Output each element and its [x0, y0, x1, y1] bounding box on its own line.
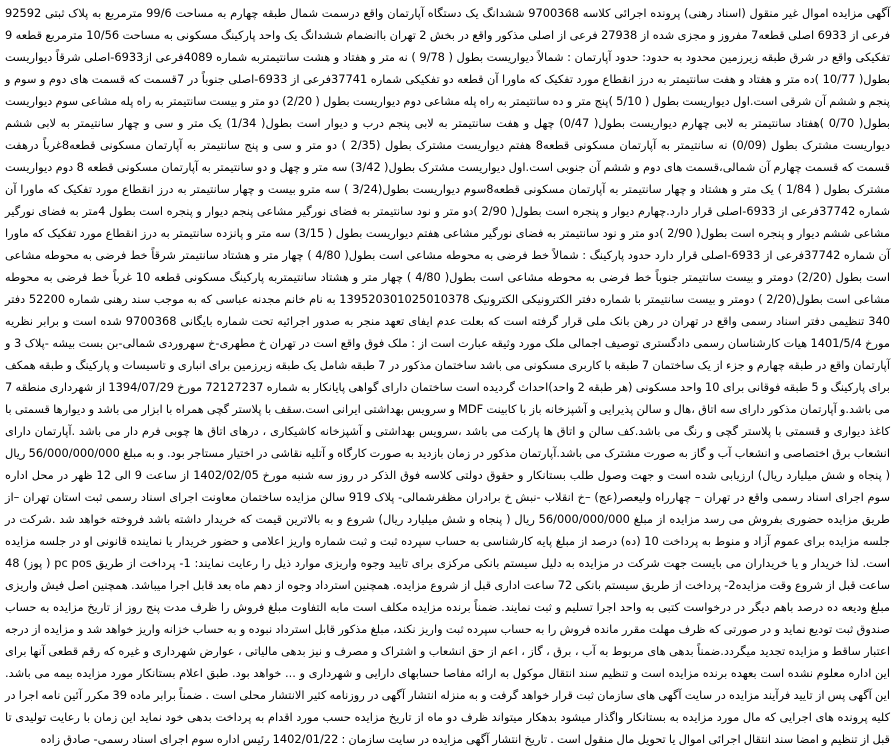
- auction-notice-text: آگهی مزایده اموال غیر منقول (اسناد رهنی) پرونده اجرائی کلاسه 9700368 ششدانگ یک دستگاه آپارتمان واقع درسمت شمال طبقه چهارم به مساحت 99/6 مترمربع به پلاک ثبتی 92592 فرعی از 6933 اصلی قطعه7 مفروز و مجزی شده از 27938 فرعی از اصلی مذکور واقع در بخش 2 تهران باانضمام ششدانگ یک واحد پارکینگ مسکونی به مساحت 10/56 مترمربع قطعه 9 تفکیکی واقع در شرق طبقه زیرزمین محدود به حدود: حدود آپارتمان : شمالاً دیواریست بطول ( 9/78 ) نه متر و هفتاد و هشت سانتیمتربه شماره 4089فرعی از6933-اصلی شرقاً دیواریست بطول( 10/77 )ده متر و هفتاد و هفت سانتیمتر به درز انقطاع مورد تفکیک که ماورا آن قطعه دو تفکیکی شماره 37741فرعی از 6933-اصلی جنوباً در 7قسمت که قسمت های دوم و سوم و پنجم و ششم آن شرقی است.اول دیواریست بطول ( 5/10 )پنج متر و ده سانتیمتر به راه پله مشاعی دوم دیواریست بطول ( 2/20) دو متر و بیست سانتیمتر به راه پله مشاعی سوم دیواریست بطول( 0/70 )هفتاد سانتیمتر به لابی چهارم دیواریست بطول( 0/47) چهل و هفت سانتیمتر به لابی پنجم درب و دیوار است بطول( 1/34) یک متر و سی و چهار سانتیمتر به لابی ششم دیواریست مشترک بطول (0/09) نه سانتیمتر به آپارتمان مسکونی قطعه8 هفتم دیواریست مشترک بطول (2/35 ) دو متر و سی و پنج سانتیمتر به آپارتمان مسکونی قطعه8غرباً درهفت قسمت که قسمت چهارم آن شمالی،قسمت های دوم و ششم آن جنوبی است.اول دیواریست مشترک بطول( 3/42) سه متر و چهل و دو سانتیمتر به آپارتمان مسکونی قطعه 8 دوم دیواریست مشترک بطول ( 1/84 ) یک متر و هشتاد و چهار سانتیمتر به آپارتمان مسکونی قطعه8سوم دیواریست بطول(3/24 ) سه مترو بیست و چهار سانتیمتر به درز انقطاع مورد تفکیک که ماورا آن شماره 37742فرعی از 6933-اصلی قرار دارد.چهارم دیوار و پنجره است بطول( 2/90 )دو متر و نود سانتیمتر به فضای نورگیر مشاعی پنجم دیوار و پنجره است بطول 4متر به فضای نورگیر مشاعی ششم دیوار و پنجره است بطول( 2/90 )دو متر و نود سانتیمتر به فضای نورگیر مشاعی هفتم دیواریست بطول ( 3/15) سه متر و پانزده سانتیمتر به درز انقطاع مورد تفکیک که ماورا آن شماره 37742فرعی از 6933-اصلی قرار دارد حدود پارکینگ : شمالاً خط فرضی به محوطه مشاعی است بطول( 4/80 ) چهار متر و هشتاد سانتیمتر شرقاً خط فرضی به محوطه مشاعی است بطول (2/20) دومتر و بیست سانتیمتر جنوباً خط فرضی به محوطه مشاعی است بطول( 4/80 ) چهار متر و هشتاد سانتیمتربه پارکینگ مسکونی قطعه 10 غرباً خط فرضی به محوطه مشاعی است بطول(2/20 ) دومتر و بیست سانتیمتر با شماره دفتر الکترونیکی الکترونیک 139520301025010378 به نام خانم مجدنه عباسی که به موجب سند رهنی شماره 52200 دفتر 340 تنظیمی دفتر اسناد رسمی واقع در تهران در رهن بانک ملی قرار گرفته است که بعلت عدم ایفای تعهد منجر به صدور اجرائیه تحت شماره بایگانی 9700368 شده است و برابر نظریه مورخ 1401/5/4 هیات کارشناسان رسمی دادگستری توصیف اجمالی ملک مورد وثیقه عبارت است از : ملک فوق واقع است در تهران خ مطهری-خ سهروردی شمالی-بن بست بیشه -پلاک 3 و آپارتمان واقع در طبقه چهارم و جزء از یک ساختمان 7 طبقه با کاربری مسکونی می باشد ساختمان مذکور در 7 طبقه شامل یک طبقه زیرزمین برای انباری و تاسیسات و پارکینگ و طبقه همکف برای پارکینگ و 5 طبقه فوقانی برای 10 واحد مسکونی (هر طبقه 2 واحد)احداث گردیده است ساختمان دارای گواهی پایانکار به شماره 72127237 مورخ 1394/07/29 از شهرداری منطقه 7 می باشد.و آپارتمان مذکور دارای سه اتاق ،هال و سالن پذیرایی و آشپزخانه باز با کابینت MDF و سرویس بهداشتی ایرانی است.سقف با پلاستر گچی همراه با ابزار می باشد و دیوارها قسمتی با کاغذ دیواری و قسمتی با پلاستر گچی و رنگ می باشد.کف سالن و اتاق ها پارکت می باشد ،سرویس بهداشتی و آشپزخانه کاشیکاری ، درهای اتاق ها چوبی فرم دار می باشد .آپارتمان دارای انشعاب برق اختصاصی و انشعاب آب و گاز به صورت مشترک می باشد.آپارتمان مذکور در زمان بازدید به صورت کارگاه و آتلیه نقاشی در اختیار مستاجر بود. و به مبلغ 56/000/000/000 ریال ( پنجاه و شش میلیارد ریال) ارزیابی شده است و جهت وصول طلب بستانکار و حقوق دولتی کلاسه فوق الذکر در روز سه شنبه مورخ 1402/02/05 از ساعت 9 الی 12 ظهر در محل اداره سوم اجرای اسناد رسمی واقع در تهران – چهارراه ولیعصر(عج) –خ انقلاب -نبش خ برادران مظفرشمالی- پلاک 919 سالن مزایده ساختمان معاونت اجرای اسناد رسمی ثبت استان تهران –از طریق مزایده حضوری بفروش می رسد مزایده از مبلغ 56/000/000/000 ریال ( پنجاه و شش میلیارد ریال) شروع و به بالاترین قیمت که خریدار داشته باشد فروخته خواهد شد .شرکت در جلسه مزایده برای عموم آزاد و منوط به پرداخت 10 (ده) درصد از مبلغ پایه کارشناسی به حساب سپرده ثبت و ثبت شماره واریز اعلامی و حضور خریدار یا نماینده قانونی او در جلسه مزایده است. لذا خریدار و یا خریداران می بایست جهت شرکت در مزایده به دلیل سیستم بانکی مرکزی برای تایید وجوه واریزی موارد ذیل را رعایت نمایند: 1- پرداخت از طریق pc pos ( پوز) 48 ساعت قبل از شروع وقت مزایده2- پرداخت از طریق سیستم بانکی 72 ساعت اداری قبل از شروع مزایده. همچنین استرداد وجوه از دهم ماه بعد قابل اجرا میباشد. همچنین اصل فیش واریزی مبلغ ودیعه ده درصد باهم دیگر در درخواست کتبی به واحد اجرا تسلیم و ثبت نمایند. ضمناً برنده مزایده مکلف است مابه التفاوت مبلغ فروش را ظرف مدت پنج روز از تاریخ مزایده به حساب صندوق ثبت تودیع نماید و در صورتی که ظرف مهلت مقرر مانده فروش را به حساب سپرده ثبت واریز نکند، مبلغ مذکور قابل استرداد نبوده و به حساب خزانه واریز خواهد شد و مزایده از درجه اعتبار ساقط و مزایده تجدید میگردد.ضمناً بدهی های مربوط به آب ، برق ، گاز ، اعم از حق انشعاب و اشتراک و مصرف و نیز بدهی مالیاتی ، عوارض شهرداری و غیره که رقم قطعی آنها برای این اداره معلوم نشده است بعهده برنده مزایده است و تنظیم سند انتقال موکول به ارائه مفاصا حسابهای دارایی و شهرداری و ... خواهد بود. طبق اعلام بستانکار مورد مزایده بیمه می باشد. این آگهی پس از تایید فرآیند مزایده در سایت آگهی های سازمان ثبت قرار خواهد گرفت و به منزله انتشار آگهی در روزنامه کثیر الانتشار محلی است . ضمناً برابر ماده 39 مکرر آئین نامه اجرا در کلیه پرونده های اجرایی که مال مورد مزایده به بستانکار واگذار میشود بدهکار میتواند ظرف دو ماه از تاریخ مزایده حسب مورد اقدام به پرداخت بدهی خود نماید این زمان با رعایت تولیدی تا قبل از تنظیم و امضا سند انتقال اجرائی اموال یا تحویل مال منقول است . تاریخ انتشار آگهی مزایده در سایت سازمان : 1402/01/22 رئیس اداره سوم اجرای اسناد رسمی- صادق زاده: [5, 6, 891, 746]
